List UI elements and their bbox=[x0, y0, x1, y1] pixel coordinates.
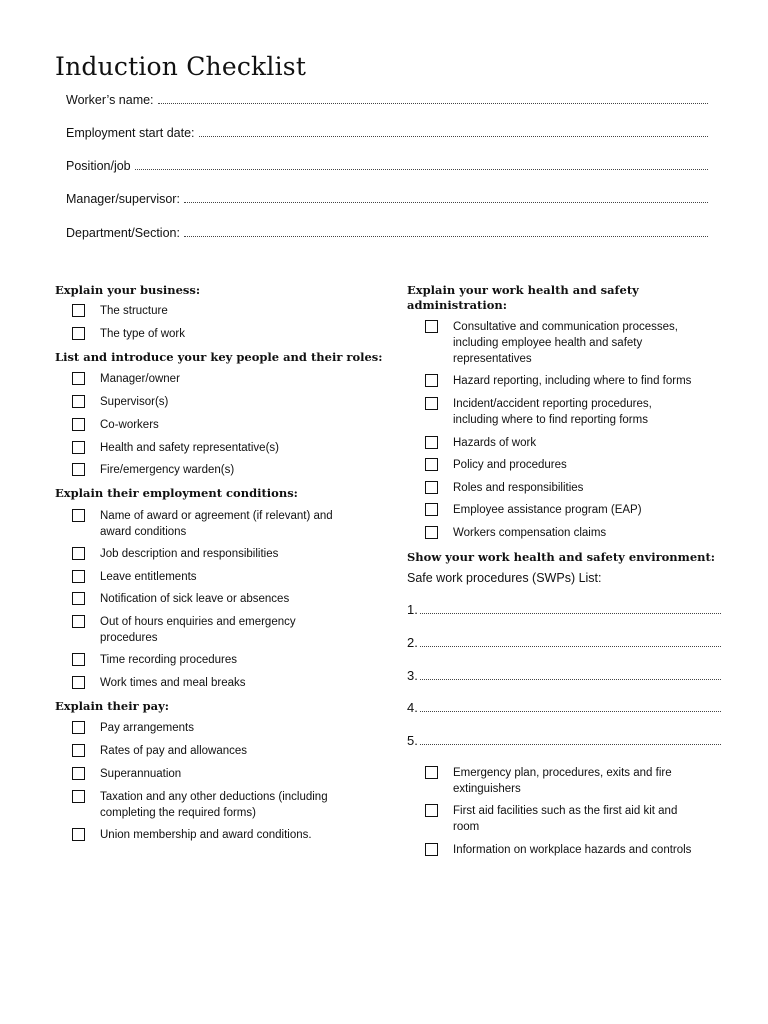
position-job-field[interactable] bbox=[66, 159, 708, 173]
checklist-item[interactable] bbox=[72, 827, 372, 843]
swp-number: 1. bbox=[407, 602, 418, 617]
checkbox[interactable] bbox=[72, 592, 85, 605]
checklist-item[interactable] bbox=[72, 326, 372, 342]
item-label: Health and safety representative(s) bbox=[100, 442, 279, 454]
item-label: Information on workplace hazards and controls bbox=[453, 844, 692, 856]
checklist-item[interactable] bbox=[425, 373, 725, 389]
checklist-item[interactable] bbox=[425, 319, 700, 367]
checkbox[interactable] bbox=[425, 320, 438, 333]
item-label: Hazards of work bbox=[453, 437, 537, 449]
item-label: Notification of sick leave or absences bbox=[100, 593, 290, 605]
fill-line[interactable] bbox=[135, 159, 708, 170]
checkbox[interactable] bbox=[425, 804, 438, 817]
swp-number: 5. bbox=[407, 733, 418, 748]
item-label: Emergency plan, procedures, exits and fire extinguishers bbox=[453, 767, 672, 795]
checkbox[interactable] bbox=[72, 570, 85, 583]
field-label: Position/job bbox=[66, 159, 131, 173]
item-label: Out of hours enquiries and emergency procedures bbox=[100, 616, 296, 644]
fill-line[interactable] bbox=[420, 636, 721, 647]
checklist-item[interactable] bbox=[72, 394, 372, 410]
checklist-item[interactable] bbox=[425, 396, 685, 428]
checkbox[interactable] bbox=[72, 615, 85, 628]
section-heading-business: Explain your business: bbox=[55, 283, 201, 297]
item-label: Hazard reporting, including where to find forms bbox=[453, 375, 692, 387]
checkbox[interactable] bbox=[425, 526, 438, 539]
item-label: The structure bbox=[100, 305, 168, 317]
department-section-field[interactable] bbox=[66, 226, 708, 240]
checkbox[interactable] bbox=[72, 653, 85, 666]
checklist-item[interactable] bbox=[72, 303, 372, 319]
section-heading-people: List and introduce your key people and their roles: bbox=[55, 350, 383, 364]
swp-number: 2. bbox=[407, 635, 418, 650]
checkbox[interactable] bbox=[425, 503, 438, 516]
fill-line[interactable] bbox=[184, 226, 708, 237]
item-label: Leave entitlements bbox=[100, 571, 197, 583]
swp-line-2[interactable] bbox=[407, 635, 721, 650]
item-label: Co-workers bbox=[100, 419, 159, 431]
item-label: Incident/accident reporting procedures, including where to find reporting forms bbox=[453, 398, 652, 426]
item-label: First aid facilities such as the first aid kit and room bbox=[453, 805, 678, 833]
checklist-item[interactable] bbox=[72, 462, 372, 478]
item-label: Supervisor(s) bbox=[100, 396, 169, 408]
checklist-item[interactable] bbox=[72, 720, 372, 736]
item-label: Taxation and any other deductions (including completing the required forms) bbox=[100, 791, 328, 819]
checkbox[interactable] bbox=[72, 304, 85, 317]
checklist-item[interactable] bbox=[72, 569, 372, 585]
checklist-item[interactable] bbox=[72, 675, 372, 691]
checklist-item[interactable] bbox=[425, 842, 725, 858]
checkbox[interactable] bbox=[72, 767, 85, 780]
checklist-item[interactable] bbox=[72, 614, 342, 646]
field-label: Worker’s name: bbox=[66, 93, 154, 107]
item-label: Rates of pay and allowances bbox=[100, 745, 248, 757]
checkbox[interactable] bbox=[72, 676, 85, 689]
checklist-item[interactable] bbox=[72, 508, 357, 540]
checkbox[interactable] bbox=[72, 463, 85, 476]
checklist-item[interactable] bbox=[425, 480, 725, 496]
item-label: Manager/owner bbox=[100, 373, 180, 385]
item-label: Union membership and award conditions. bbox=[100, 829, 312, 841]
checkbox[interactable] bbox=[425, 397, 438, 410]
section-heading-conditions: Explain their employment conditions: bbox=[55, 486, 298, 500]
checkbox[interactable] bbox=[72, 372, 85, 385]
checkbox[interactable] bbox=[72, 418, 85, 431]
checklist-item[interactable] bbox=[425, 502, 725, 518]
checklist-item[interactable] bbox=[72, 417, 372, 433]
checklist-item[interactable] bbox=[72, 743, 372, 759]
checklist-item[interactable] bbox=[425, 803, 695, 835]
item-label: Time recording procedures bbox=[100, 654, 237, 666]
start-date-field[interactable] bbox=[66, 126, 708, 140]
checklist-item[interactable] bbox=[72, 546, 372, 562]
swp-number: 3. bbox=[407, 668, 418, 683]
swp-number: 4. bbox=[407, 700, 418, 715]
item-label: Fire/emergency warden(s) bbox=[100, 464, 235, 476]
fill-line[interactable] bbox=[199, 126, 708, 137]
checkbox[interactable] bbox=[72, 828, 85, 841]
checkbox[interactable] bbox=[425, 374, 438, 387]
checklist-item[interactable] bbox=[72, 789, 357, 821]
checkbox[interactable] bbox=[425, 436, 438, 449]
checkbox[interactable] bbox=[72, 441, 85, 454]
field-label: Employment start date: bbox=[66, 126, 195, 140]
field-label: Department/Section: bbox=[66, 226, 180, 240]
checkbox[interactable] bbox=[72, 721, 85, 734]
swp-line-5[interactable] bbox=[407, 733, 721, 748]
checkbox[interactable] bbox=[72, 327, 85, 340]
fill-line[interactable] bbox=[158, 93, 708, 104]
section-heading-pay: Explain their pay: bbox=[55, 699, 170, 713]
checklist-item[interactable] bbox=[425, 435, 725, 451]
item-label: The type of work bbox=[100, 328, 186, 340]
item-label: Workers compensation claims bbox=[453, 527, 607, 539]
checklist-item[interactable] bbox=[425, 457, 725, 473]
swp-list-label: Safe work procedures (SWPs) List: bbox=[407, 571, 602, 585]
fill-line[interactable] bbox=[420, 669, 721, 680]
checklist-item[interactable] bbox=[425, 525, 725, 541]
item-label: Superannuation bbox=[100, 768, 182, 780]
item-label: Pay arrangements bbox=[100, 722, 194, 734]
checklist-item[interactable] bbox=[72, 440, 372, 456]
checkbox[interactable] bbox=[72, 744, 85, 757]
section-heading-whs-environment: Show your work health and safety environment: bbox=[407, 550, 716, 564]
item-label: Policy and procedures bbox=[453, 459, 567, 471]
checklist-item[interactable] bbox=[72, 766, 372, 782]
swp-line-4[interactable] bbox=[407, 700, 721, 715]
checklist-item[interactable] bbox=[72, 591, 372, 607]
item-label: Employee assistance program (EAP) bbox=[453, 504, 642, 516]
fill-line[interactable] bbox=[420, 603, 721, 614]
section-heading-whs-admin: Explain your work health and safety administration: bbox=[407, 283, 639, 312]
checkbox[interactable] bbox=[425, 481, 438, 494]
checklist-item[interactable] bbox=[72, 652, 372, 668]
checklist-item[interactable] bbox=[425, 765, 700, 797]
checkbox[interactable] bbox=[425, 458, 438, 471]
item-label: Consultative and communication processes, including employee health and safety representatives bbox=[453, 321, 679, 365]
checkbox[interactable] bbox=[72, 547, 85, 560]
fill-line[interactable] bbox=[420, 734, 721, 745]
manager-supervisor-field[interactable] bbox=[66, 192, 708, 206]
fill-line[interactable] bbox=[184, 192, 708, 203]
swp-line-3[interactable] bbox=[407, 668, 721, 683]
checkbox[interactable] bbox=[72, 790, 85, 803]
field-label: Manager/supervisor: bbox=[66, 192, 180, 206]
swp-line-1[interactable] bbox=[407, 602, 721, 617]
checklist-item[interactable] bbox=[72, 371, 372, 387]
workers-name-field[interactable] bbox=[66, 93, 708, 107]
checkbox[interactable] bbox=[425, 766, 438, 779]
item-label: Work times and meal breaks bbox=[100, 677, 246, 689]
item-label: Name of award or agreement (if relevant) and award conditions bbox=[100, 510, 333, 538]
checkbox[interactable] bbox=[425, 843, 438, 856]
item-label: Job description and responsibilities bbox=[100, 548, 279, 560]
item-label: Roles and responsibilities bbox=[453, 482, 584, 494]
fill-line[interactable] bbox=[420, 701, 721, 712]
checkbox[interactable] bbox=[72, 395, 85, 408]
checkbox[interactable] bbox=[72, 509, 85, 522]
page-title: Induction Checklist bbox=[55, 52, 307, 81]
